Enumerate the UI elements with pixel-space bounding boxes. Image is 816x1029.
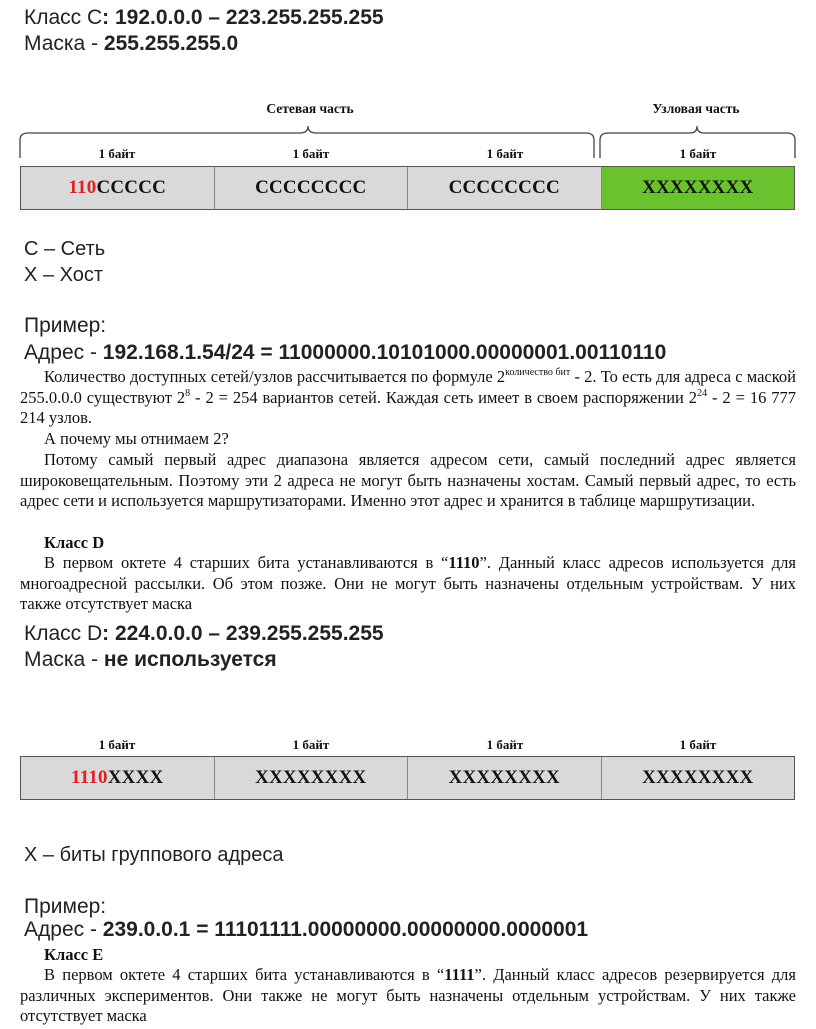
class-d-mask-value: не используется	[103, 648, 277, 671]
legend-host: Х – Хост	[24, 264, 103, 286]
class-d-byte-bar	[20, 756, 795, 800]
class-d-label: Класс D	[24, 622, 103, 645]
byte-label-2: 1 байт	[292, 146, 330, 161]
heading-class-e: Класс E	[44, 945, 104, 964]
network-part-label: Сетевая часть	[266, 101, 354, 116]
example-address-label: Адрес -	[24, 341, 103, 364]
d-example-label: Пример:	[24, 895, 107, 918]
d-octet-1: 1110 XXXX	[21, 757, 215, 799]
paragraph-formula: Количество доступных сетей/узлов рассчитывается по формуле $2^{количество бит} - 2$. То есть для адреса с маской 255.0.0.0 существуют $2^8 - 2 = 254$ вариантов сетей. Каждая сеть имеет в своем распоряжении $2^{24} - 2 = 16$ 777 214 узлов.	[20, 367, 796, 427]
class-d-mask-label: Маска -	[24, 648, 104, 671]
group-braces	[0, 0, 816, 170]
class-c-range-value: : 192.0.0.0 – 223.255.255.255	[102, 6, 384, 29]
d-byte-label-1: 1 байт	[98, 737, 136, 752]
d-example-address	[24, 918, 588, 942]
class-c-label: Класс С	[24, 6, 103, 29]
d-octet-3: XXXXXXXX	[408, 757, 602, 799]
d-byte-label-3: 1 байт	[486, 737, 524, 752]
octet-1: 110 CCCCC	[21, 167, 215, 209]
example-address	[24, 341, 666, 365]
paragraph-class-d: В первом октете 4 старших бита устанавливаются в “1110”. Данный класс адресов используется для многоадресной рассылки. Об этом позже. Они не могут быть назначены отдельным устройствам. У них также отсутствует маска	[20, 553, 796, 613]
d-byte-label-4: 1 байт	[679, 737, 717, 752]
d-byte-label-2: 1 байт	[292, 737, 330, 752]
d-example-address-value: 239.0.0.1 = 11101111.00000000.00000000.0000001	[102, 918, 589, 941]
paragraph-class-e: В первом октете 4 старших бита устанавливаются в “1111”. Данный класс адресов резервируется для различных экспериментов. Они также не могут быть назначены отдельным устройствам. У них также отсутствует маска	[20, 965, 796, 1025]
d-octet-2: XXXXXXXX	[215, 757, 409, 799]
byte-label-4: 1 байт	[679, 146, 717, 161]
d-octet-4: XXXXXXXX	[642, 767, 754, 788]
octet-2: CCCCCCCC	[215, 167, 409, 209]
paragraph-explanation: Потому самый первый адрес диапазона является адресом сети, самый последний адрес является широковещательным. Поэтому эти 2 адреса не могут быть назначены хостам. Самый первый адрес, то есть адрес сети и используется маршрутизаторами. Именно этот адрес и хранится в таблице маршрутизации.	[20, 450, 796, 510]
legend-network: С – Сеть	[24, 238, 106, 260]
legend-group-bits: Х – биты группового адреса	[24, 844, 284, 866]
class-d-range	[24, 622, 384, 646]
example-label: Пример:	[24, 314, 107, 337]
example-address-value: 192.168.1.54/24 = 11000000.10101000.00000001.00110110	[102, 341, 667, 364]
mask-label: Маска -	[24, 32, 104, 55]
mask-value: 255.255.255.0	[103, 32, 239, 55]
class-d-mask	[24, 648, 277, 672]
byte-label-1: 1 байт	[98, 146, 136, 161]
host-part-label: Узловая часть	[652, 101, 740, 116]
octet-3: CCCCCCCC	[408, 167, 602, 209]
d-example-address-label: Адрес -	[24, 918, 103, 941]
class-c-byte-bar	[20, 166, 795, 210]
heading-class-d: Класс D	[44, 533, 105, 552]
paragraph-question: А почему мы отнимаем 2?	[44, 429, 229, 448]
byte-label-3: 1 байт	[486, 146, 524, 161]
class-d-range-value: : 224.0.0.0 – 239.255.255.255	[102, 622, 384, 645]
octet-4-host: XXXXXXXX	[602, 167, 795, 209]
